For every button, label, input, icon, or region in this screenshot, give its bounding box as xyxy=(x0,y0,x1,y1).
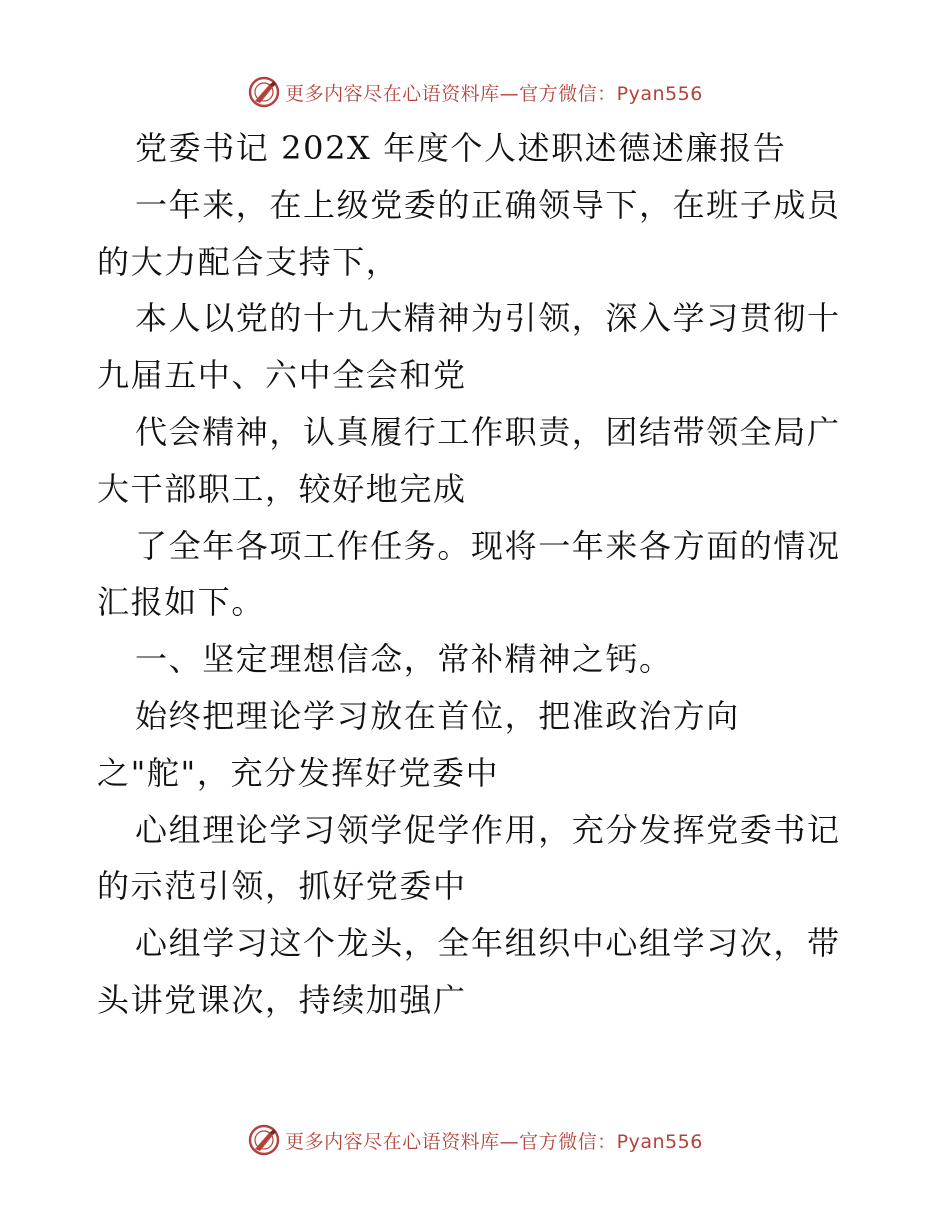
text-line: 的示范引领，抓好党委中 xyxy=(97,867,467,906)
text-line: 之"舵"，充分发挥好党委中 xyxy=(97,753,500,792)
text-line: 的大力配合支持下， xyxy=(97,242,400,281)
text-line: 了全年各项工作任务。现将一年来各方面的情况 xyxy=(135,526,841,565)
watermark-text: 更多内容尽在心语资料库—官方微信：Pyan556 xyxy=(285,1130,703,1153)
text-line: 头讲党课次，持续加强广 xyxy=(97,980,467,1019)
text-line: 一、坚定理想信念，常补精神之钙。 xyxy=(135,640,673,679)
pen-seal-logo-icon xyxy=(247,75,281,109)
text-line: 一年来，在上级党委的正确领导下，在班子成员 xyxy=(135,185,841,224)
text-line: 心组学习这个龙头，全年组织中心组学习次，带 xyxy=(135,924,841,963)
footer-watermark xyxy=(0,1120,950,1160)
text-line: 本人以党的十九大精神为引领，深入学习贯彻十 xyxy=(135,299,841,338)
text-line: 大干部职工，较好地完成 xyxy=(97,469,467,508)
text-line: 党委书记 202X 年度个人述职述德述廉报告 xyxy=(135,129,787,167)
pen-seal-logo-icon xyxy=(247,1123,281,1157)
text-line: 代会精神，认真履行工作职责，团结带领全局广 xyxy=(135,412,841,451)
document-body xyxy=(97,120,857,1029)
text-line: 心组理论学习领学促学作用，充分发挥党委书记 xyxy=(135,810,841,849)
header-watermark xyxy=(0,72,950,112)
text-line: 始终把理论学习放在首位，把准政治方向 xyxy=(135,696,740,735)
text-line: 汇报如下。 xyxy=(97,583,266,622)
text-line: 九届五中、六中全会和党 xyxy=(97,356,467,395)
watermark-text: 更多内容尽在心语资料库—官方微信：Pyan556 xyxy=(285,82,703,105)
